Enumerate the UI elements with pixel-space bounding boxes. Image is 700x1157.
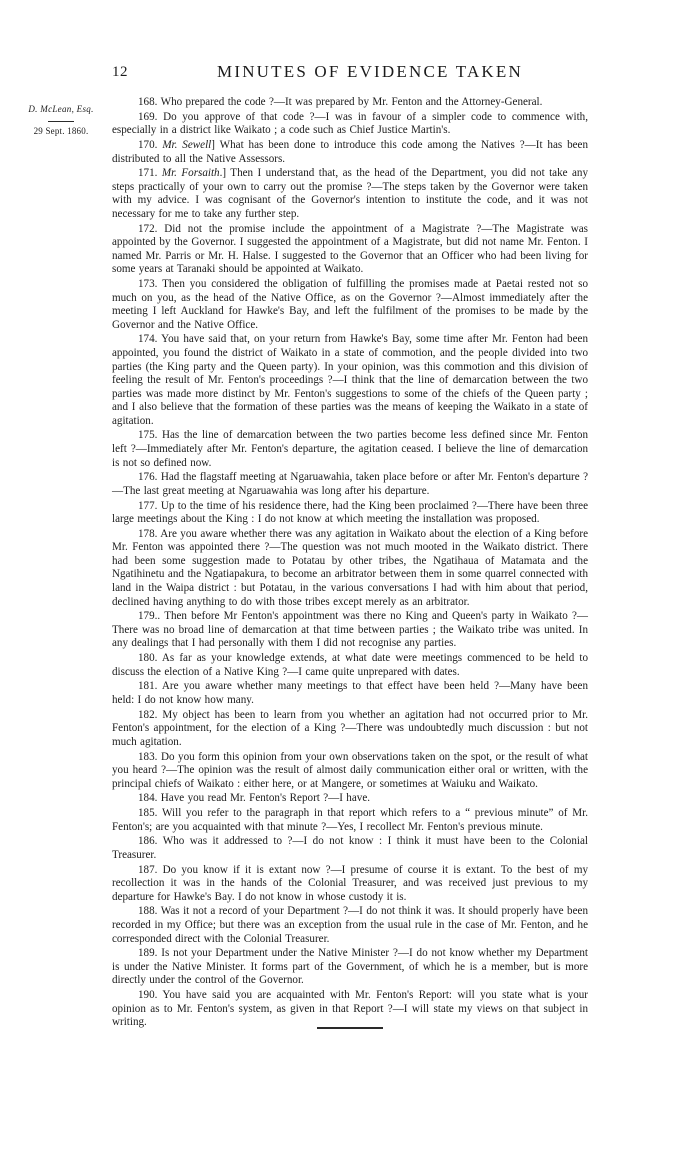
entry-number: 182. (138, 708, 158, 721)
entry-number: 178. (138, 527, 158, 540)
entry-text: Have you read Mr. Fenton's Report ?—I have. (160, 792, 371, 805)
evidence-entry (112, 500, 588, 527)
evidence-entry (112, 139, 588, 166)
entry-number: 183. (138, 750, 158, 763)
entry-text: Who was it addressed to ?—I do not know : I think it must have been to the Colonial Treasurer. (112, 835, 588, 861)
entry-number: 185. (138, 807, 158, 820)
entry-text: Is not your Department under the Native Minister ?—I do not know whether my Department is under the Native Minister. It forms part of the Government, of which he is a member, but is more directly under the control of the Governor. (112, 947, 588, 987)
evidence-entry (112, 96, 588, 110)
margin-note-divider (48, 121, 74, 122)
entry-number: 184. (138, 792, 158, 805)
evidence-entry (112, 333, 588, 428)
entry-number: 175. (138, 429, 158, 442)
evidence-entry (112, 167, 588, 221)
evidence-entry (112, 528, 588, 609)
evidence-entry (112, 278, 588, 332)
margin-note-name: D. McLean, Esq. (28, 104, 94, 114)
entry-speaker-bracket: ] (211, 139, 215, 152)
entry-number: 168. (138, 96, 158, 108)
evidence-body (112, 96, 588, 1030)
evidence-entry (112, 223, 588, 277)
evidence-entry (112, 947, 588, 988)
entry-text: Had the flagstaff meeting at Ngaruawahia, taken place before or after Mr. Fenton's departure ?—The last great meeting at Ngaruawahia was long after his departure. (112, 471, 589, 497)
evidence-entry (112, 429, 588, 470)
entry-text: Are you aware whether there was any agitation in Waikato about the election of a King before Mr. Fenton was appointed there ?—The question was not much mooted in the Waikato district. There had been some suggestion made to Potatau by other tribes, the Ngatihaua of Matamata and the Ngatihinetu and the Ngatiapakura, to become an arbitrator between them in some quarrel connected with land in the Waipa district : but Potatau, in the various conversations I had with him about that period, declined having anything to do with those tribes except merely as an arbitrator. (112, 527, 588, 608)
entry-number: 189. (138, 947, 158, 960)
evidence-entry (112, 807, 588, 834)
entry-number: 174. (138, 333, 158, 346)
evidence-entry (112, 471, 588, 498)
page-number: 12 (112, 64, 128, 80)
entry-text: You have said that, on your return from Hawke's Bay, some time after Mr. Fenton had been appointed, you found the district of Waikato in a state of commotion, and the people divided into two parties (the King party and the Queen party). In your opinion, was this commotion and this division of feeling the result of Mr. Fenton's proceedings ?—I think that the line of demarcation between the two parties was made more distinct by Mr. Fenton's suggestions to some of the chiefs of the Queen party ; and I also believe that the formation of these parties was the means of keeping the Waikato in a state of agitation. (112, 333, 588, 427)
entry-number: 177. (138, 499, 158, 512)
entry-number: 171. (138, 167, 158, 180)
entry-number: 187. (138, 863, 158, 876)
entry-text: Do you form this opinion from your own observations taken on the spot, or the result of what you heard ?—The opinion was the result of almost daily communication either oral or written, with the principal chiefs of Waikato : either here, or at Mangere, or sometimes at Waiuku and Waikato. (112, 750, 589, 790)
running-title: MINUTES OF EVIDENCE TAKEN (217, 62, 523, 81)
entry-number: 170. (138, 139, 158, 152)
entry-text: What has been done to introduce this code among the Natives ?—It has been distributed to all the Native Assessors. (112, 139, 589, 165)
evidence-entry (112, 989, 588, 1030)
entry-text: Do you approve of that code ?—I was in favour of a simpler code to commence with, especially in a district like Waikato ; a code such as Chief Justice Martin's. (112, 110, 589, 137)
entry-number: 190. (138, 989, 158, 1002)
evidence-entry (112, 835, 588, 862)
entry-speaker: Mr. Forsaith (161, 167, 220, 180)
entry-speaker-bracket: .] (219, 167, 227, 180)
entry-number: 173. (138, 278, 158, 291)
evidence-entry (112, 864, 588, 905)
entry-number: 186. (138, 835, 158, 848)
entry-text: My object has been to learn from you whether an agitation had not occurred prior to Mr. Fenton's appointment, for the election of a King ?—There was undoubtedly much discussion : but not much agitation. (112, 708, 588, 748)
entry-number: 181. (138, 680, 158, 693)
entry-number: 179.. (138, 610, 161, 623)
entry-text: Then before Mr Fenton's appointment was there no King and Queen's party in Waikato ?—There was no broad line of demarcation at that time between parties ; the Waikato tribe was united. In any dealings that I had personally with them I did not recognise any parties. (112, 610, 588, 650)
entry-number: 169. (138, 110, 158, 123)
entry-speaker: Mr. Sewell (162, 139, 212, 152)
entry-text: Did not the promise include the appointment of a Magistrate ?—The Magistrate was appointed by the Governor. I suggested the appointment of a Magistrate, but did not name Mr. Fenton. I named Mr. Parris or Mr. H. Halse. I suggested to the Governor that an Officer who had been living for some years at Taranaki should be appointed at Waikato. (112, 222, 589, 276)
footer-divider (317, 1027, 383, 1029)
evidence-entry (112, 709, 588, 750)
margin-note-date: 29 Sept. 1860. (33, 125, 89, 136)
entry-text: Do you know if it is extant now ?—I presume of course it is extant. To the best of my recollection it was in the hands of the Colonial Treasurer, and was received just previous to my departure for Hawke's Bay. I do not know in whose custody it is. (112, 863, 588, 903)
evidence-entry (112, 905, 588, 946)
entry-text: Then I understand that, as the head of the Department, you did not take any steps practically of your own to carry out the promise ?—The steps taken by the Governor were taken with my advice. I was cognisant of the Governor's intention to institute the code, and it was not necessary for me to take any further step. (112, 167, 588, 220)
entry-number: 176. (138, 471, 158, 484)
entry-number: 172. (138, 222, 158, 235)
entry-number: 180. (138, 652, 158, 665)
entry-number: 188. (138, 905, 158, 918)
margin-note (18, 104, 104, 137)
entry-text: As far as your knowledge extends, at what date were meetings commenced to be held to discuss the election of a Native King ?—I came quite unprepared with dates. (112, 652, 589, 678)
entry-text: Will you refer to the paragraph in that report which refers to a “ previous minute” of Mr. Fenton's; are you acquainted with that minute ?—Yes, I recollect Mr. Fenton's previous minute. (112, 807, 588, 833)
entry-text: Then you considered the obligation of fulfilling the promises made at Paetai rested not so much on you, as the head of the Native Office, as on the Governor ?—Almost immediately after the meeting I left Auckland for Hawke's Bay, and left the fulfilment of the promises to be made by the Governor and the Native Office. (112, 278, 588, 331)
entry-text: Who prepared the code ?—It was prepared by Mr. Fenton and the Attorney-General. (160, 96, 543, 108)
evidence-entry (112, 792, 588, 806)
entry-text: Has the line of demarcation between the two parties become less defined since Mr. Fenton left ?—Immediately after Mr. Fenton's departure, the agitation ceased. I believe the line of demarcation is not so defined now. (112, 429, 588, 469)
page-header (0, 62, 700, 86)
evidence-entry (112, 652, 588, 679)
entry-text: You have said you are acquainted with Mr. Fenton's Report: will you state what is your opinion as to Mr. Fenton's system, as given in that Report ?—I will state my views on that subject in writing. (112, 989, 588, 1029)
evidence-entry (112, 680, 588, 707)
entry-text: Are you aware whether many meetings to that effect have been held ?—Many have been held: I do not know how many. (112, 680, 588, 706)
evidence-entry (112, 751, 588, 792)
entry-text: Was it not a record of your Department ?—I do not think it was. It should properly have been recorded in my Office; but there was an exception from the usual rule in the case of Mr. Fenton, and he corresponded direct with the Colonial Treasurer. (112, 905, 588, 945)
entry-text: Up to the time of his residence there, had the King been proclaimed ?—There have been three large meetings about the King : I do not know at which meeting the installation was proposed. (112, 499, 588, 526)
evidence-entry (112, 610, 588, 651)
evidence-entry (112, 111, 588, 138)
